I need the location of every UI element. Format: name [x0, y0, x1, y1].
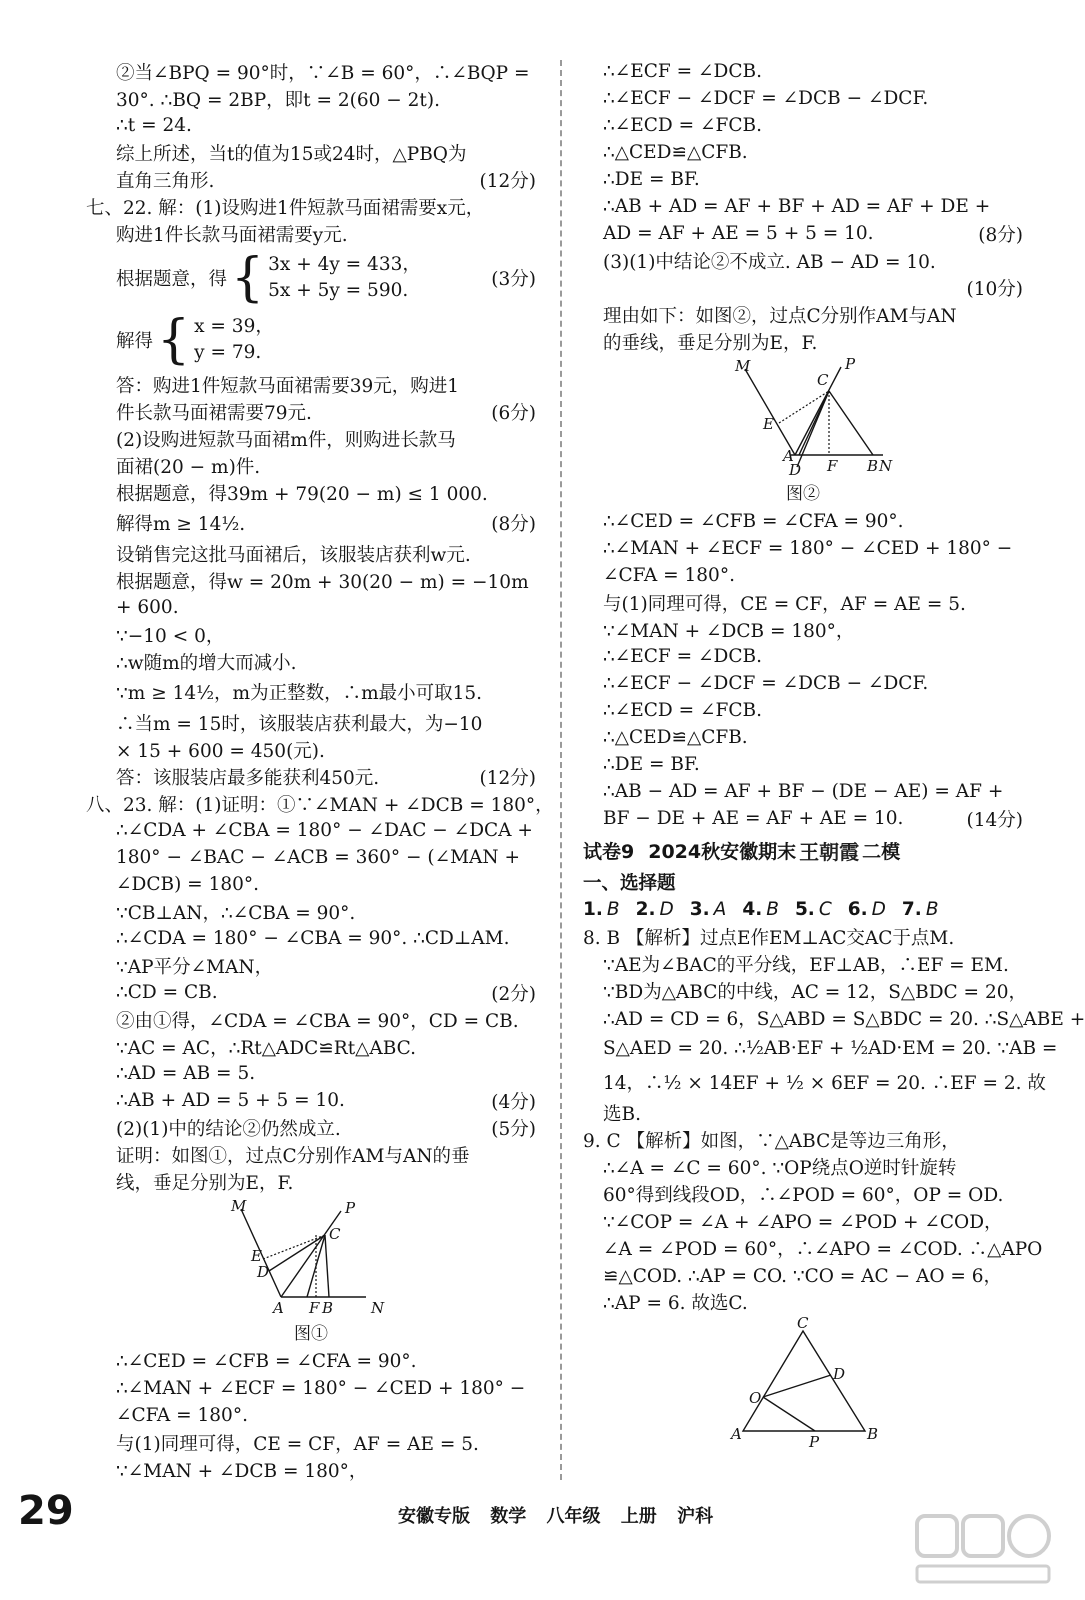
- line-text: 直角三角形.: [116, 170, 215, 192]
- label-E: E: [251, 1247, 262, 1265]
- line-text: ∠DCB) = 180°.: [116, 874, 260, 895]
- line-text: (2)(1)中的结论②仍然成立.: [116, 1118, 341, 1140]
- text-line: [86, 506, 536, 540]
- line-text: 面裙(20 − m)件.: [116, 456, 261, 478]
- line-text: ∵AE为∠BAC的平分线，EF⊥AB，∴EF = EM.: [603, 954, 1009, 976]
- text-line: [583, 1153, 1023, 1180]
- text-line: [583, 220, 1023, 247]
- text-line: [583, 112, 1023, 139]
- text-line: [583, 562, 1023, 589]
- label-B: B: [867, 1425, 879, 1443]
- text-line: [583, 58, 1023, 85]
- text-line: [583, 1234, 1043, 1261]
- line-text: ∴t = 24.: [116, 115, 192, 136]
- line-text: ∴DE = BF.: [603, 754, 700, 775]
- text-line: [583, 1031, 1058, 1065]
- text-line: [86, 1402, 536, 1429]
- text-line: [86, 594, 536, 621]
- text-line: [583, 1065, 1046, 1099]
- line-text: ∴∠CED = ∠CFB = ∠CFA = 90°.: [603, 511, 904, 532]
- text-line: [86, 871, 536, 898]
- score: (14分): [966, 809, 1023, 831]
- brand-logo: 王朝霞: [799, 839, 860, 864]
- solution-x: x = 39，: [194, 316, 274, 337]
- text-line: [86, 112, 536, 139]
- solution-rows: [194, 314, 274, 366]
- score: (8分): [491, 514, 536, 535]
- line-text: 180° − ∠BAC − ∠ACB = 360° − (∠MAN +: [116, 847, 520, 868]
- text-line: [86, 1060, 536, 1087]
- line-text: AD = AF + AE = 5 + 5 = 10.: [603, 223, 874, 244]
- text-line: [86, 709, 536, 736]
- line-text: 与(1)同理可得，CE = CF，AF = AE = 5.: [116, 1433, 479, 1455]
- line-text: ∴AD = CD = 6，S△ABD = S△BDC = 20. ∴S△ABE +: [603, 1008, 1085, 1030]
- line-text: ∴∠ECF − ∠DCF = ∠DCB − ∠DCF.: [603, 88, 929, 109]
- line-text: 根据题意，得39m + 79(20 − m) ≤ 1 000.: [116, 483, 488, 505]
- figure-2-caption: 图②: [786, 484, 820, 504]
- question-23-heading: [86, 790, 554, 817]
- multiple-choice-heading: 一、选择题: [583, 872, 676, 894]
- score: (3分): [491, 269, 536, 290]
- text-line: [583, 1207, 1023, 1234]
- answer-number: 4.: [742, 898, 763, 920]
- answer-number: 1.: [583, 898, 603, 920]
- text-line: [86, 398, 536, 425]
- text-line: [583, 1180, 1023, 1207]
- text-line: [583, 589, 1023, 616]
- line-text: 60°得到线段OD，∴∠POD = 60°，OP = OD.: [603, 1184, 1004, 1206]
- line-text: ∴∠ECF = ∠DCB.: [603, 646, 762, 667]
- text-line: [86, 817, 536, 844]
- line-text: ∵∠COP = ∠A + ∠APO = ∠POD + ∠COD，: [603, 1211, 1003, 1233]
- figure-3: [583, 1314, 1023, 1451]
- score: (12分): [479, 767, 536, 789]
- line-text: 线，垂足分别为E，F.: [116, 1172, 294, 1194]
- label-M: M: [231, 1197, 247, 1215]
- text-line: [86, 763, 536, 790]
- text-line: [86, 952, 536, 979]
- text-line: [86, 621, 536, 648]
- text-line: [583, 1261, 1023, 1288]
- line-text: ②当∠BPQ = 90°时，∵∠B = 60°，∴∠BQP =: [116, 62, 530, 84]
- line-text: 答：该服装店最多能获利450元.: [116, 767, 380, 789]
- line-text: (2)设购进短款马面裙m件，则购进长款马: [116, 429, 456, 451]
- line-text: ∴∠A = ∠C = 60°. ∵OP绕点O逆时针旋转: [603, 1157, 957, 1179]
- left-column: [86, 58, 554, 1483]
- line-text: 解得m ≥ 14½.: [116, 514, 246, 535]
- line-text: ∴△CED≌△CFB.: [603, 142, 748, 163]
- line-text: ≌△COD. ∴AP = CO. ∵CO = AC − AO = 6，: [603, 1265, 1003, 1287]
- answer-number: 3.: [689, 898, 710, 920]
- line-text: 答：购进1件短款马面裙需要39元，购进1: [116, 375, 460, 397]
- text-line: [583, 247, 1023, 274]
- figure-1-caption: 图①: [294, 1324, 328, 1344]
- solution-prefix: 解得: [116, 331, 154, 352]
- line-text: + 600.: [116, 597, 179, 618]
- line-text: ∴∠ECF = ∠DCB.: [603, 61, 762, 82]
- text-line: [583, 751, 1023, 778]
- question-8-line: [583, 923, 1023, 950]
- line-text: ∴∠CDA = 180° − ∠CBA = 90°. ∴CD⊥AM.: [116, 928, 510, 949]
- line-text: ∴∠CDA + ∠CBA = 180° − ∠DAC − ∠DCA +: [116, 820, 533, 841]
- text-line: [583, 805, 1023, 832]
- line-text: ∴∠ECD = ∠FCB.: [603, 115, 762, 136]
- label-N: N: [371, 1299, 385, 1317]
- line-text: ∵∠MAN + ∠DCB = 180°，: [116, 1460, 368, 1482]
- line-text: 件长款马面裙需要79元.: [116, 402, 312, 424]
- text-line: [86, 1168, 536, 1195]
- answer-number: 7.: [901, 898, 922, 920]
- score: (4分): [491, 1091, 536, 1113]
- line-text: 综上所述，当t的值为15或24时，△PBQ为: [116, 143, 467, 165]
- line-text: ∴△CED≌△CFB.: [603, 727, 748, 748]
- score: (10分): [966, 278, 1023, 300]
- text-line: [86, 1375, 536, 1402]
- line-text: ∴AB + AD = AF + BF + AD = AF + DE +: [603, 196, 991, 217]
- text-line: [583, 85, 1023, 112]
- label-C: C: [817, 371, 829, 389]
- line-text: 购进1件长款马面裙需要y元.: [116, 224, 348, 246]
- line-text: ∵∠MAN + ∠DCB = 180°，: [603, 620, 855, 642]
- label-D: D: [789, 461, 802, 479]
- line-text: 8. B 【解析】过点E作EM⊥AC交AC于点M.: [583, 927, 955, 949]
- answer-item: [742, 899, 779, 920]
- text-line: [86, 898, 536, 925]
- line-text: 选B.: [603, 1103, 641, 1125]
- text-line: [583, 508, 1023, 535]
- line-text: ∠A = ∠POD = 60°，∴∠APO = ∠COD. ∴△APO: [603, 1238, 1043, 1260]
- text-line: [86, 1429, 536, 1456]
- answer-item: [848, 899, 886, 920]
- label-D: D: [257, 1263, 270, 1281]
- label-M: M: [735, 357, 751, 375]
- exam-suffix: 二模: [862, 840, 901, 863]
- text-line: [583, 670, 1023, 697]
- text-line: [86, 567, 536, 594]
- line-text: ∵BD为△ABC的中线，AC = 12，S△BDC = 20，: [603, 981, 1027, 1003]
- question-22-heading: [86, 193, 536, 220]
- text-line: [583, 724, 1023, 751]
- line-text: 30°. ∴BQ = 2BP，即t = 2(60 − 2t).: [116, 89, 440, 111]
- answer-letter: A: [713, 898, 727, 920]
- line-text: ∴∠ECD = ∠FCB.: [603, 700, 762, 721]
- text-line: [86, 1006, 536, 1033]
- label-B: B: [322, 1299, 334, 1317]
- text-line: [86, 479, 536, 506]
- right-column: [583, 58, 1085, 1453]
- answer-letter: B: [766, 898, 779, 920]
- text-line: [86, 1456, 536, 1483]
- text-line: [583, 274, 1023, 301]
- answer-number: 2.: [635, 898, 656, 920]
- line-text: ②由①得，∠CDA = ∠CBA = 90°，CD = CB.: [116, 1010, 519, 1032]
- label-A: A: [783, 447, 794, 465]
- line-text: (3)(1)中结论②不成立. AB − AD = 10.: [603, 251, 936, 273]
- text-line: [583, 535, 1023, 562]
- question-9-line: [583, 1126, 1023, 1153]
- text-line: [583, 950, 1023, 977]
- line-text: 根据题意，得w = 20m + 30(20 − m) = −10m: [116, 571, 529, 593]
- text-line: [86, 452, 536, 479]
- score: (6分): [491, 402, 536, 424]
- answer-letter: B: [606, 898, 620, 920]
- label-E: E: [763, 415, 774, 433]
- text-line: [583, 977, 1027, 1004]
- answer-number: 6.: [847, 898, 868, 920]
- line-text: 9. C 【解析】如图，∵△ABC是等边三角形，: [583, 1130, 960, 1152]
- page-footer: 安徽专版 数学 八年级 上册 沪科: [398, 1506, 714, 1527]
- answer-item: [690, 899, 727, 920]
- text-line: [583, 1288, 1023, 1315]
- page-number: 29: [18, 1488, 74, 1534]
- line-text: ∵−10 < 0，: [116, 625, 225, 647]
- line-text: ∵CB⊥AN，∴∠CBA = 90°.: [116, 902, 356, 924]
- line-text: 设销售完这批马面裙后，该服装店获利w元.: [116, 544, 471, 566]
- equation-2: 5x + 5y = 590.: [268, 280, 409, 301]
- line-text: ∴AB − AD = AF + BF − (DE − AE) = AF +: [603, 781, 1004, 802]
- line-text: ∴AP = 6. 故选C.: [603, 1292, 748, 1314]
- line-text: S△AED = 20. ∴½AB·EF + ½AD·EM = 20. ∵AB =: [603, 1037, 1058, 1059]
- column-divider: [560, 60, 562, 1480]
- exam-title: 2024秋安徽期末: [648, 840, 797, 863]
- label-B: B: [867, 457, 879, 475]
- line-text: 的垂线，垂足分别为E，F.: [603, 332, 818, 354]
- equation-1: 3x + 4y = 433，: [268, 254, 421, 275]
- answer-item: [902, 899, 939, 920]
- brace: {: [157, 310, 191, 370]
- line-text: ∴AB + AD = 5 + 5 = 10.: [116, 1090, 345, 1111]
- text-line: [583, 328, 1023, 355]
- exam-number: 试卷9: [583, 840, 635, 863]
- line-text: 八、23. 解：(1)证明：①∵∠MAN + ∠DCB = 180°，: [86, 794, 554, 816]
- answer-item: [795, 899, 832, 920]
- line-text: ∴∠CED = ∠CFB = ∠CFA = 90°.: [116, 1351, 417, 1372]
- text-line: [583, 697, 1023, 724]
- label-C: C: [797, 1314, 809, 1332]
- score: (12分): [479, 170, 536, 192]
- line-text: 理由如下：如图②，过点C分别作AM与AN: [603, 305, 957, 327]
- text-line: [583, 778, 1023, 805]
- system-prefix: 根据题意，得: [116, 269, 228, 290]
- line-text: ∠CFA = 180°.: [116, 1405, 248, 1426]
- text-line: [583, 193, 1023, 220]
- text-line: [86, 139, 536, 166]
- solution-y: y = 79.: [194, 342, 262, 363]
- equation-system: [86, 247, 536, 309]
- text-line: [86, 675, 536, 709]
- brace: {: [231, 248, 265, 308]
- line-text: ∴∠MAN + ∠ECF = 180° − ∠CED + 180° −: [603, 538, 1013, 559]
- line-text: × 15 + 600 = 450(元).: [116, 740, 325, 762]
- text-line: [86, 1114, 536, 1141]
- line-text: BF − DE + AE = AF + AE = 10.: [603, 808, 904, 829]
- figure-1: [86, 1199, 536, 1344]
- line-text: ∵m ≥ 14½，m为正整数，∴m最小可取15.: [116, 683, 483, 704]
- text-line: [583, 1099, 1023, 1126]
- text-line: [86, 844, 536, 871]
- exam-section-title: [583, 832, 1023, 868]
- answer-key: [583, 895, 1023, 923]
- label-O: O: [749, 1389, 762, 1407]
- answer-letter: C: [818, 898, 832, 920]
- text-line: [86, 979, 536, 1006]
- answer-letter: D: [659, 898, 674, 920]
- score: (5分): [491, 1118, 536, 1140]
- line-text: ∴当m = 15时，该服装店获利最大，为−10: [116, 713, 483, 735]
- text-line: [583, 1004, 1085, 1031]
- line-text: ∠CFA = 180°.: [603, 565, 735, 586]
- text-line: [86, 736, 536, 763]
- text-line: [86, 58, 536, 85]
- label-D: D: [833, 1365, 846, 1383]
- line-text: ∵AP平分∠MAN，: [116, 956, 274, 978]
- answer-item: [583, 899, 620, 920]
- score: (2分): [491, 983, 536, 1005]
- text-line: [86, 371, 536, 398]
- watermark-logo: [913, 1510, 1053, 1588]
- line-text: ∴w随m的增大而减小.: [116, 652, 297, 674]
- label-A: A: [731, 1425, 742, 1443]
- answer-letter: B: [925, 898, 939, 920]
- text-line: [86, 1348, 536, 1375]
- text-line: [583, 139, 1023, 166]
- text-line: [583, 643, 1023, 670]
- answer-letter: D: [871, 898, 886, 920]
- line-text: ∴∠ECF − ∠DCF = ∠DCB − ∠DCF.: [603, 673, 929, 694]
- text-line: [86, 648, 536, 675]
- line-text: ∵AC = AC，∴Rt△ADC≌Rt△ABC.: [116, 1037, 417, 1059]
- line-text: ∴DE = BF.: [603, 169, 700, 190]
- label-P: P: [809, 1433, 820, 1451]
- figure-3-diagram: [723, 1314, 883, 1451]
- line-text: ∴∠MAN + ∠ECF = 180° − ∠CED + 180° −: [116, 1378, 526, 1399]
- label-A: A: [273, 1299, 284, 1317]
- answer-number: 5.: [794, 898, 815, 920]
- text-line: [86, 1087, 536, 1114]
- label-F: F: [309, 1299, 320, 1317]
- text-line: [86, 1033, 536, 1060]
- line-text: 证明：如图①，过点C分别作AM与AN的垂: [116, 1145, 470, 1167]
- label-C: C: [329, 1225, 341, 1243]
- line-text: 14，∴½ × 14EF + ½ × 6EF = 20. ∴EF = 2. 故: [603, 1073, 1046, 1094]
- line-text: ∴AD = AB = 5.: [116, 1063, 256, 1084]
- text-line: [86, 1141, 536, 1168]
- solution-system: [86, 309, 536, 371]
- figure-2-diagram: [703, 355, 903, 479]
- text-line: [583, 616, 1023, 643]
- text-line: [86, 425, 536, 452]
- text-line: [583, 301, 1023, 328]
- answer-item: [636, 899, 674, 920]
- label-F: F: [827, 457, 838, 475]
- score: (8分): [978, 224, 1023, 246]
- text-line: [86, 925, 536, 952]
- label-P: P: [845, 355, 856, 373]
- system-rows: [268, 252, 421, 304]
- line-text: ∴CD = CB.: [116, 982, 218, 1003]
- label-N: N: [879, 457, 893, 475]
- figure-2: [583, 355, 1023, 504]
- text-line: [86, 540, 536, 567]
- text-line: [86, 85, 536, 112]
- text-line: [86, 166, 536, 193]
- text-line: [86, 220, 536, 247]
- text-line: [583, 166, 1023, 193]
- line-text: 与(1)同理可得，CE = CF，AF = AE = 5.: [603, 593, 966, 615]
- line-text: 七、22. 解：(1)设购进1件短款马面裙需要x元，: [86, 197, 485, 219]
- figure-1-diagram: [211, 1199, 411, 1317]
- label-P: P: [345, 1199, 356, 1217]
